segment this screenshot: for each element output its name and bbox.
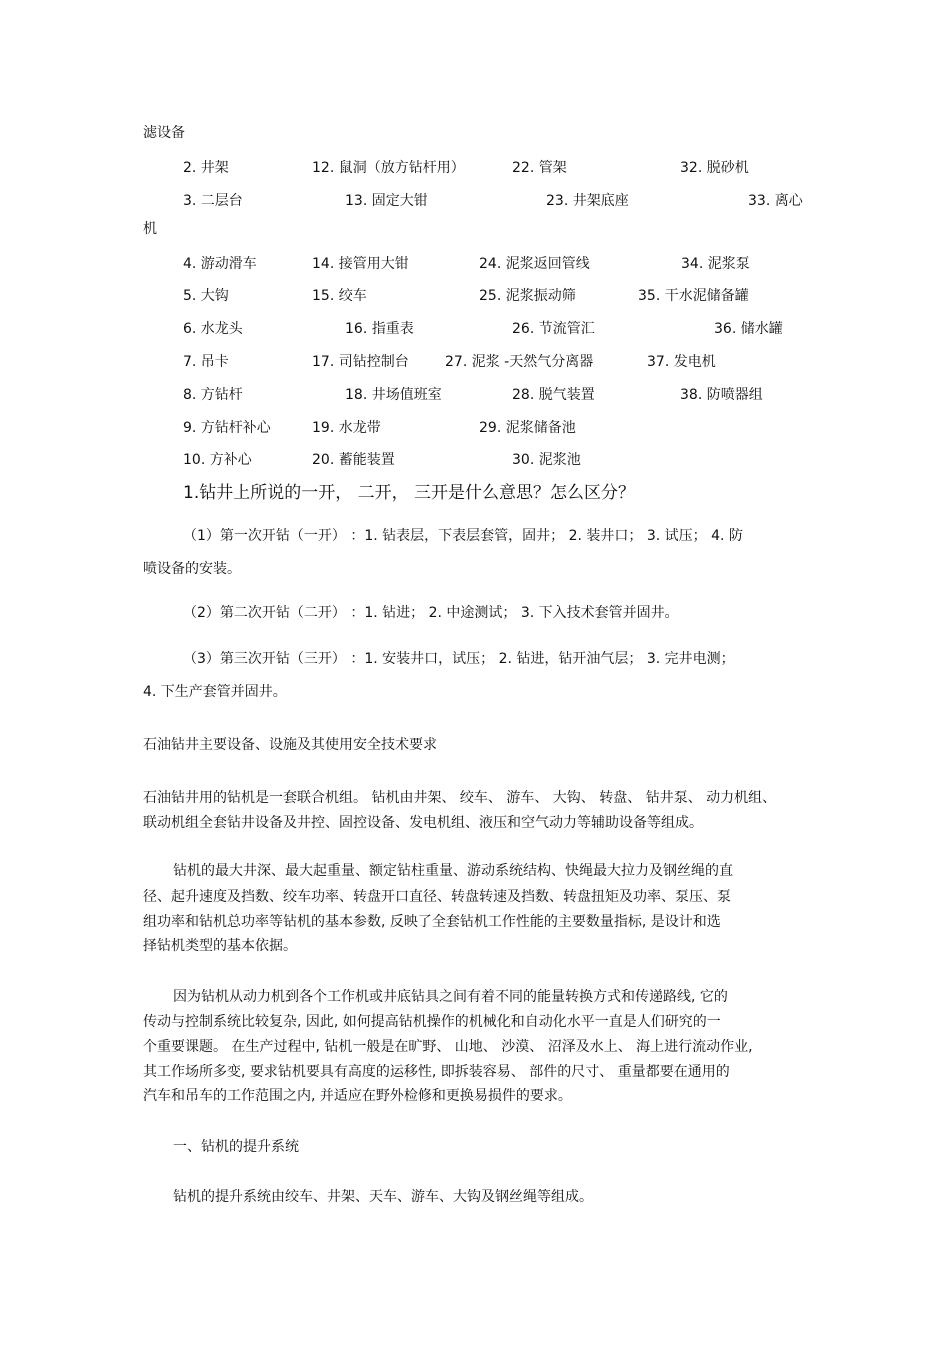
list-item: 19. 水龙带 <box>312 420 381 436</box>
section-title: 石油钻井主要设备、设施及其使用安全技术要求 <box>143 737 437 753</box>
list-item: 2. 井架 <box>183 160 229 176</box>
list-item: 12. 鼠洞（放方钻杆用） <box>312 160 465 176</box>
list-item: 9. 方钻杆补心 <box>183 420 271 436</box>
list-item-wrap: 机 <box>143 221 157 237</box>
list-item: 29. 泥浆储备池 <box>479 420 576 436</box>
list-item: 20. 蓄能装置 <box>312 452 395 468</box>
list-item: 37. 发电机 <box>647 354 716 370</box>
list-item: 24. 泥浆返回管线 <box>479 256 590 272</box>
list-item: 38. 防喷器组 <box>680 387 763 403</box>
question-heading: 1.钻井上所说的一开， 二开， 三开是什么意思？怎么区分？ <box>183 483 636 503</box>
list-item: 36. 储水罐 <box>714 321 783 337</box>
list-item: 16. 指重表 <box>345 321 414 337</box>
paragraph-line: 钻机的最大井深、最大起重量、额定钻柱重量、游动系统结构、快绳最大拉力及钢丝绳的直 <box>173 863 733 879</box>
paragraph-line: 择钻机类型的基本依据。 <box>143 938 297 954</box>
paragraph-line: 联动机组全套钻井设备及井控、固控设备、发电机组、液压和空气动力等辅助设备等组成。 <box>143 815 703 831</box>
list-item: 23. 井架底座 <box>546 193 629 209</box>
paragraph-line: 组功率和钻机总功率等钻机的基本参数, 反映了全套钻机工作性能的主要数量指标, 是设计和选 <box>143 914 721 930</box>
list-item: 3. 二层台 <box>183 193 243 209</box>
paragraph-line: 石油钻井用的钻机是一套联合机组。 钻机由井架、 绞车、 游车、 大钩、 转盘、 钻井泵、 动力机组、 <box>143 790 777 806</box>
list-item: 35. 干水泥储备罐 <box>638 288 749 304</box>
answer-2: （2）第二次开钻（二开） ：1. 钻进； 2. 中途测试； 3. 下入技术套管并固井。 <box>183 605 679 621</box>
answer-1-line-2: 喷设备的安装。 <box>143 561 241 577</box>
list-item: 15. 绞车 <box>312 288 367 304</box>
list-item: 4. 游动滑车 <box>183 256 257 272</box>
list-item: 22. 管架 <box>512 160 567 176</box>
answer-3-line-1: （3）第三次开钻（三开） ：1. 安装井口，试压； 2. 钻进，钻开油气层； 3. 完井电测； <box>183 651 735 667</box>
subsection-heading: 一、钻机的提升系统 <box>173 1139 299 1155</box>
list-item: 32. 脱砂机 <box>680 160 749 176</box>
list-item: 7. 吊卡 <box>183 354 229 370</box>
list-item: 6. 水龙头 <box>183 321 243 337</box>
list-item: 14. 接管用大钳 <box>312 256 409 272</box>
paragraph-line: 因为钻机从动力机到各个工作机或井底钻具之间有着不同的能量转换方式和传递路线, 它的 <box>173 989 728 1005</box>
answer-1-line-1: （1）第一次开钻（一开） ：1. 钻表层，下表层套管，固井； 2. 装井口； 3. 试压； 4. 防 <box>183 528 743 544</box>
list-item: 5. 大钩 <box>183 288 229 304</box>
list-item: 30. 泥浆池 <box>512 452 581 468</box>
paragraph-line: 其工作场所多变, 要求钻机要具有高度的运移性, 即拆装容易、 部件的尺寸、 重量都要在通用的 <box>143 1064 730 1080</box>
list-item: 27. 泥浆 -天然气分离器 <box>445 354 594 370</box>
paragraph-line: 传动与控制系统比较复杂, 因此, 如何提高钻机操作的机械化和自动化水平一直是人们研究的一 <box>143 1014 721 1030</box>
paragraph: 钻机的提升系统由绞车、井架、天车、游车、大钩及钢丝绳等组成。 <box>173 1189 593 1205</box>
list-item: 8. 方钻杆 <box>183 387 243 403</box>
list-item: 33. 离心 <box>748 193 803 209</box>
list-item: 13. 固定大钳 <box>345 193 428 209</box>
list-item: 10. 方补心 <box>183 452 252 468</box>
list-item: 25. 泥浆振动筛 <box>479 288 576 304</box>
list-item: 26. 节流管汇 <box>512 321 595 337</box>
list-item: 28. 脱气装置 <box>512 387 595 403</box>
answer-3-line-2: 4. 下生产套管并固井。 <box>143 684 287 700</box>
paragraph-line: 个重要课题。 在生产过程中, 钻机一般是在旷野、 山地、 沙漠、 沼泽及水上、 海上进行流动作业, <box>143 1039 753 1055</box>
paragraph-line: 汽车和吊车的工作范围之内, 并适应在野外检修和更换易损件的要求。 <box>143 1088 572 1104</box>
list-item: 17. 司钻控制台 <box>312 354 409 370</box>
paragraph-line: 径、起升速度及挡数、绞车功率、转盘开口直径、转盘转速及挡数、转盘扭矩及功率、泵压、泵 <box>143 889 731 905</box>
list-item: 34. 泥浆泵 <box>681 256 750 272</box>
continued-text: 滤设备 <box>143 125 185 141</box>
list-item: 18. 井场值班室 <box>345 387 442 403</box>
